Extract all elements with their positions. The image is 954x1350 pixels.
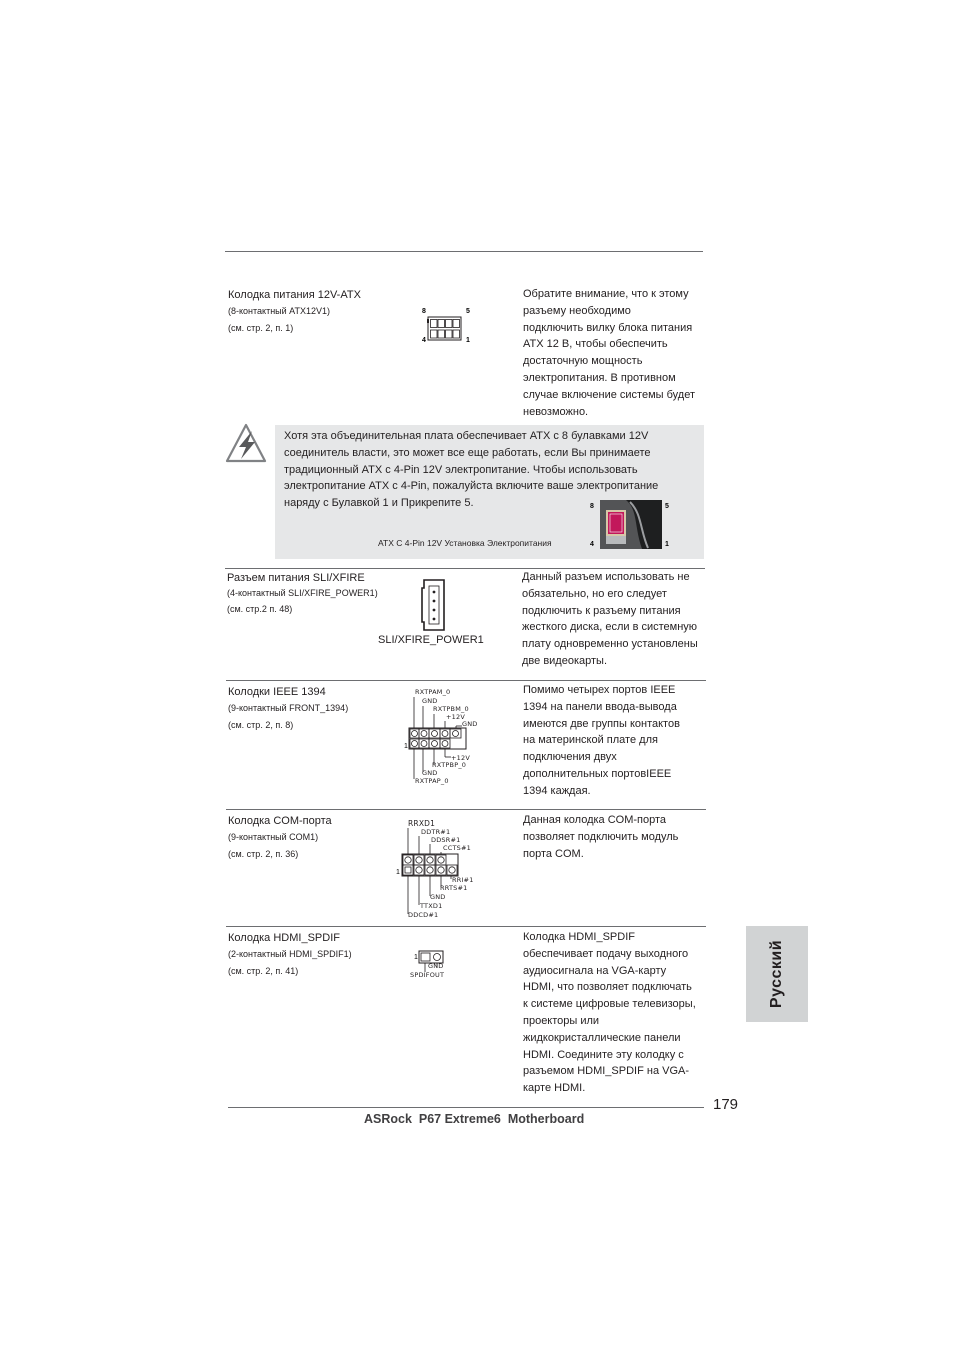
com-rule [226,809,706,810]
photo-pin-1: 1 [665,541,669,548]
hdmi-spdif-header-diagram [408,947,464,983]
ieee-pin-label-rxtpap: RXTPAP_0 [415,777,449,785]
footer-model: ASRock P67 Extreme6 Motherboard [364,1112,585,1126]
atx12v-pin-1: 1 [466,337,470,344]
hdmi-sub2: (см. стр. 2, п. 41) [228,966,299,976]
sli-sub2: (см. стр.2 п. 48) [227,604,293,614]
atx12v-connector-diagram [418,302,478,346]
com-pin-label-rrxd1: RRXD1 [408,819,436,828]
atx12v-pin-4: 4 [422,337,426,344]
com-description: Данная колодка COM-порта позволяет подключить модуль порта COM. [523,814,679,860]
com-pin-label-rrts: RRTS#1 [440,884,468,892]
ieee-pin-label-gnd-right: GND [462,720,478,728]
ieee-pin-one: 1 [404,743,408,750]
ieee-sub1: (9-контактный FRONT_1394) [228,703,349,713]
com-pin-label-ddcd: DDCD#1 [408,911,439,919]
language-side-tab [746,926,808,1022]
ieee-pin-label-rxtpam: RXTPAM_0 [415,688,451,696]
com-pin-label-gnd: GND [430,893,446,901]
warning-caption: ATX С 4-Pin 12V Установка Электропитания [378,538,552,548]
com-pin-label-rri: RRI#1 [452,876,474,884]
ieee-pin-label-rxtpbp: RXTPBP_0 [432,761,467,769]
sli-title: Разъем питания SLI/XFIRE [227,572,365,584]
photo-pin-8: 8 [590,503,594,510]
sli-sub1: (4-контактный SLI/XFIRE_POWER1) [227,588,378,598]
com-title: Колодка COM-порта [228,815,332,827]
hdmi-sub1: (2-контактный HDMI_SPDIF1) [228,949,352,959]
hdmi-pin-label-spdifout: SPDIFOUT [410,971,445,979]
photo-pin-5: 5 [665,503,669,510]
footer-rule [228,1107,704,1108]
com-pin-label-ccts: CCTS#1 [443,844,471,852]
atx12v-pin-5: 5 [466,308,470,315]
top-rule [225,251,703,252]
ieee-pin-label-gnd-bottom: GND [422,769,438,777]
ieee-sub2: (см. стр. 2, п. 8) [228,720,294,730]
atx12v-description: Обратите внимание, что к этому разъему необходимо подключить вилку блока питания ATX 12 В, чтобы обеспечить достаточную мощность электропитания. В противном случае включение системы будет невозможно. [523,288,695,418]
com-pin-one: 1 [396,869,400,876]
com-pin-label-ttxd1: TTXD1 [420,902,443,910]
atx12v-sub1: (8-контактный ATX12V1) [228,306,331,316]
atx12v-title: Колодка питания 12V-ATX [228,289,361,301]
ieee-pin-label-gnd-top: GND [422,697,438,705]
com-sub2: (см. стр. 2, п. 36) [228,849,299,859]
hdmi-title: Колодка HDMI_SPDIF [228,932,340,944]
com-pin-label-ddtr: DDTR#1 [421,828,451,836]
atx4pin-install-photo [586,496,676,552]
atx12v-sub2: (см. стр. 2, п. 1) [228,323,294,333]
warning-lightning-icon [225,423,267,463]
hdmi-pin-label-gnd: GND [428,962,444,970]
ieee-pin-label-rxtpbm: RXTPBM_0 [433,705,469,713]
ieee1394-header-diagram [402,686,492,786]
hdmi-rule [226,926,706,927]
sli-power-connector-diagram [420,578,448,632]
page-number: 179 [713,1096,739,1113]
hdmi-description: Колодка HDMI_SPDIF обеспечивает подачу выходного аудиосигнала на VGA-карту HDMI, что позволяет подключать к системе цифровые телевизоры, проекторы или жидкокристаллические панели HDMI. Соедините эту колодку с разъемом HDMI_SPDIF на VGA- карте HDMI. [523,931,696,1095]
hdmi-pin-one: 1 [414,954,418,961]
com-pin-label-ddsr: DDSR#1 [431,836,461,844]
atx12v-pin-8: 8 [422,308,426,315]
com-header-diagram [393,816,483,920]
ieee-pin-label-12v-bottom: +12V [451,754,470,762]
sli-description: Данный разъем использовать не обязательно, но его следует подключить к разъему питания жесткого диска, если в системную плату одновременно установлены две видеокарты. [522,571,698,667]
language-tab-label: Русский [768,939,785,1009]
photo-pin-4: 4 [590,541,594,548]
ieee-description: Помимо четырех портов IEEE 1394 на панели ввода-вывода имеются две группы контактов на материнской плате для подключения двух дополнительных портовIEEE 1394 каждая. [523,684,680,797]
ieee-title: Колодки IEEE 1394 [228,686,326,698]
sli-connector-label: SLI/XFIRE_POWER1 [378,634,484,646]
ieee-rule [226,680,706,681]
com-sub1: (9-контактный COM1) [228,832,319,842]
ieee-pin-label-12v-top: +12V [446,713,465,721]
warning-text: Хотя эта объединительная плата обеспечивает ATX с 8 булавками 12V соединитель власти, это может все еще работать, если Вы принимаете традиционный ATX с 4-Pin 12V электропитание. Чтобы использовать электропитание ATX с 4-Pin, пожалуйста включите ваше электропитание наряду с Булавкой 1 и Прикрепите 5. [284,430,659,510]
